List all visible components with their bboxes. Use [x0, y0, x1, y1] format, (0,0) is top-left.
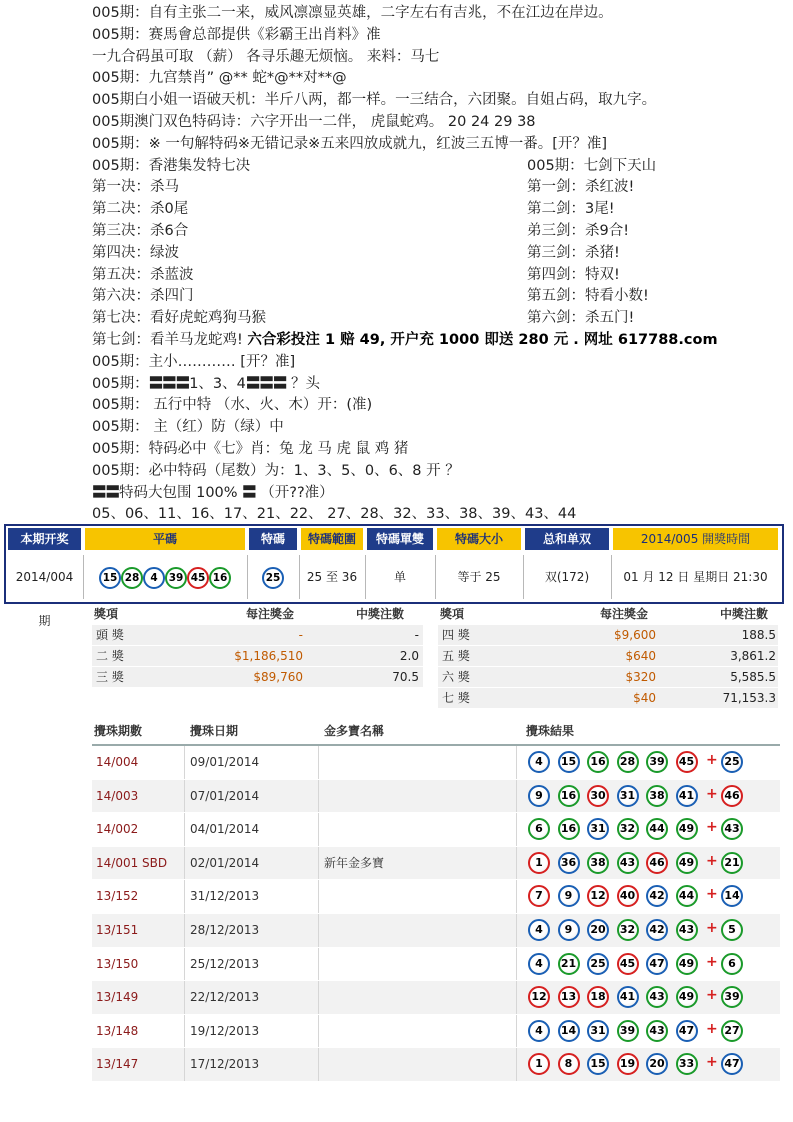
result-ball: 9: [558, 885, 580, 907]
plus-icon: +: [706, 1054, 718, 1071]
result-row[interactable]: [92, 1048, 780, 1082]
col-draw-date: 攪珠日期: [190, 724, 239, 738]
col-prize: 獎項: [94, 607, 119, 621]
draw-number-link[interactable]: 13/152: [96, 889, 139, 904]
result-ball: 18: [587, 986, 609, 1008]
header-special-size: 特碼大小: [437, 528, 521, 550]
ball: 15: [99, 567, 121, 589]
prize-table-left: [92, 603, 423, 688]
right-text: 第二剑：3尾!: [527, 201, 615, 218]
text-line: 005期：必中特码（尾数）为：1、3、5、0、6、8 开 ？: [92, 462, 460, 479]
draw-date: 09/01/2014: [190, 755, 260, 769]
plus-icon: +: [706, 987, 718, 1004]
plus-icon: +: [706, 919, 718, 936]
prize-count: 3,861.2: [730, 649, 776, 663]
left-text: 第四决：绿波: [92, 244, 179, 261]
draw-date: 07/01/2014: [190, 788, 260, 803]
result-ball: 8: [558, 1053, 580, 1075]
draw-number-link[interactable]: 14/003: [96, 788, 139, 803]
result-ball: 21: [558, 953, 580, 975]
text-line: 005期：※ 一句解特码※无错记录※五来四放成就九，红波三五博一番。[开？准]: [92, 135, 608, 152]
header-normal-numbers: 平碼: [85, 528, 245, 550]
special-result-ball: 39: [721, 986, 743, 1008]
prize-row: [438, 625, 778, 645]
draw-date: 19/12/2013: [190, 1023, 260, 1038]
text-line: 一九合码虽可取 （薪） 各寻乐趣无烦恼。 来料：马七: [92, 48, 440, 65]
prize-name: 二 獎: [96, 649, 124, 663]
result-ball: 12: [587, 885, 609, 907]
ball: 28: [121, 567, 143, 589]
plus-icon: +: [706, 752, 718, 768]
result-ball: 43: [617, 852, 639, 874]
prize-row: [438, 688, 778, 708]
prize-name: 頭 獎: [96, 628, 124, 642]
col-draw-number: 攪珠期數: [94, 724, 143, 738]
draw-period: 2014/004 期: [15, 570, 74, 628]
bar-glyphs: 〓〓: [92, 484, 119, 501]
prize-row: [92, 646, 423, 666]
prize-amount: $640: [625, 649, 656, 663]
prize-amount: $40: [633, 691, 656, 705]
result-ball: 36: [558, 852, 580, 874]
right-text: 第一剑：杀红波!: [527, 179, 635, 196]
result-ball: 33: [676, 1053, 698, 1075]
prize-count: -: [414, 628, 419, 642]
result-ball: 15: [587, 1053, 609, 1075]
text-line: 005期白小姐一语破天机：半斤八两，都一样。一三结合，六团聚。自姐占码，取九字。: [92, 92, 657, 109]
result-ball: 38: [646, 785, 668, 807]
plus-icon: +: [706, 785, 718, 802]
draw-date: 22/12/2013: [190, 990, 260, 1005]
result-ball: 4: [528, 953, 550, 975]
prize-name: 五 獎: [442, 649, 470, 663]
result-ball: 43: [646, 986, 668, 1008]
result-ball: 47: [676, 1020, 698, 1042]
prize-count: 5,585.5: [730, 670, 776, 684]
result-ball: 45: [676, 751, 698, 773]
two-col-line: [92, 177, 792, 199]
results-header: [92, 718, 780, 746]
plus-icon: +: [706, 819, 718, 836]
result-ball: 16: [558, 785, 580, 807]
header-special-range: 特碼範圍: [301, 528, 363, 550]
draw-date: 31/12/2013: [190, 889, 260, 904]
ball: 16: [209, 567, 231, 589]
draw-number-link[interactable]: 14/002: [96, 822, 139, 837]
prize-amount: $320: [625, 670, 656, 684]
forecast-text-block: [92, 3, 792, 526]
result-row[interactable]: [92, 948, 780, 982]
result-ball: 1: [528, 1053, 550, 1075]
text-line: 005期：主小………… [开？准]: [92, 353, 296, 370]
suffix-text: （开??准）: [255, 484, 334, 501]
result-row[interactable]: [92, 847, 780, 881]
result-ball: 9: [558, 919, 580, 941]
two-col-line: [92, 243, 792, 265]
two-col-line: [92, 286, 792, 308]
prize-amount: -: [298, 628, 303, 642]
snowball-name: 新年金多寶: [324, 855, 385, 870]
result-ball: 20: [587, 919, 609, 941]
special-number-cell: [247, 555, 298, 599]
prize-count: 188.5: [741, 628, 776, 642]
special-result-ball: 25: [721, 751, 743, 773]
ball: 39: [165, 567, 187, 589]
prize-name: 六 獎: [442, 670, 470, 684]
prize-count: 71,153.3: [722, 691, 776, 705]
result-ball: 16: [558, 818, 580, 840]
result-ball: 4: [528, 1020, 550, 1042]
prize-row: [438, 646, 778, 666]
special-ball: 25: [262, 567, 284, 589]
special-result-ball: 47: [721, 1053, 743, 1075]
result-ball: 4: [528, 751, 550, 773]
col-count: 中獎注數: [356, 607, 405, 621]
col-amount: 每注獎金: [600, 607, 649, 621]
special-result-ball: 5: [721, 919, 743, 941]
special-result-ball: 27: [721, 1020, 743, 1042]
normal-number-balls: [83, 555, 246, 599]
result-ball: 47: [646, 953, 668, 975]
result-ball: 6: [528, 818, 550, 840]
result-ball: 16: [587, 751, 609, 773]
special-odd-even: 单: [365, 555, 434, 599]
draw-number-link[interactable]: 13/151: [96, 922, 139, 937]
two-col-line: [92, 308, 792, 330]
result-ball: 31: [587, 1020, 609, 1042]
prize-amount: $1,186,510: [234, 649, 303, 663]
draw-date: 02/01/2014: [190, 855, 260, 870]
prize-name: 三 獎: [96, 670, 124, 684]
special-size: 等于 25: [435, 555, 522, 599]
prize-row: [92, 625, 423, 645]
result-ball: 43: [646, 1020, 668, 1042]
col-prize: 獎項: [440, 607, 465, 621]
result-ball: 49: [676, 852, 698, 874]
prize-header: [92, 603, 423, 625]
results-rows: [92, 746, 780, 1082]
result-ball: 31: [617, 785, 639, 807]
result-ball: 49: [676, 818, 698, 840]
special-result-ball: 14: [721, 885, 743, 907]
result-ball: 44: [646, 818, 668, 840]
text-line: 05、06、11、16、17、21、22、 27、28、32、33、38、39、43、44: [92, 506, 577, 523]
draw-number-link[interactable]: 14/001 SBD: [96, 855, 168, 870]
draw-date: 17/12/2013: [190, 1057, 260, 1072]
result-row[interactable]: [92, 813, 780, 847]
right-text: 第四剑：特双!: [527, 266, 620, 283]
text-line: [92, 374, 792, 396]
special-result-ball: 21: [721, 852, 743, 874]
result-ball: 14: [558, 1020, 580, 1042]
two-col-line: [92, 265, 792, 287]
plus-icon: +: [706, 1020, 718, 1037]
next-draw-time: 01 月 12 日 星期日 21:30: [611, 555, 779, 599]
prize-row: [92, 667, 423, 687]
result-row[interactable]: [92, 1015, 780, 1049]
left-text: 第六决：杀四门: [92, 288, 194, 305]
ball: 45: [187, 567, 209, 589]
result-ball: 15: [558, 751, 580, 773]
result-ball: 28: [617, 751, 639, 773]
two-col-line: [92, 221, 792, 243]
prize-name: 四 獎: [442, 628, 470, 642]
text-line: 005期： 主（红）防（绿）中: [92, 419, 284, 436]
result-ball: 45: [617, 953, 639, 975]
special-result-ball: 6: [721, 953, 743, 975]
left-text: 第五决：杀蓝波: [92, 266, 194, 283]
result-ball: 9: [528, 785, 550, 807]
draw-number-link[interactable]: 13/150: [96, 956, 139, 971]
text-line: 005期： 五行中特 （水、火、木）开：(准): [92, 397, 373, 414]
left-text: 第七决：看好虎蛇鸡狗马猴: [92, 310, 266, 327]
draw-number-link[interactable]: 13/147: [96, 1057, 139, 1072]
draw-date: 25/12/2013: [190, 956, 260, 971]
result-ball: 31: [587, 818, 609, 840]
ad-line: [92, 330, 792, 352]
col-amount: 每注獎金: [246, 607, 295, 621]
seventh-sword-text: 第七剑：看羊马龙蛇鸡!: [92, 331, 243, 348]
result-ball: 12: [528, 986, 550, 1008]
text-line: 005期：九宫禁肖” @** 蛇*@**对**@: [92, 70, 347, 87]
sum-odd-even: 双(172): [523, 555, 610, 599]
result-ball: 44: [676, 885, 698, 907]
result-ball: 1: [528, 852, 550, 874]
result-ball: 32: [617, 919, 639, 941]
col-draw-result: 攪珠結果: [526, 724, 575, 738]
header-current-draw: 本期开奖: [8, 528, 81, 550]
text-line: 005期澳门双色特码诗：六字开出一二伴， 虎鼠蛇鸡。 20 24 29 38: [92, 113, 536, 130]
right-text: 第六剑：杀五门!: [527, 310, 635, 327]
result-row[interactable]: [92, 981, 780, 1015]
two-col-line: [92, 156, 792, 178]
result-ball: 7: [528, 885, 550, 907]
prize-table-right: [438, 603, 778, 709]
result-ball: 41: [676, 785, 698, 807]
prize-count: 2.0: [399, 649, 419, 663]
result-ball: 42: [646, 885, 668, 907]
result-ball: 46: [646, 852, 668, 874]
header-special-number: 特碼: [249, 528, 297, 550]
result-ball: 39: [646, 751, 668, 773]
result-row[interactable]: [92, 914, 780, 948]
prize-count: 70.5: [392, 670, 419, 684]
plus-icon: +: [706, 852, 718, 869]
header-sum-odd-even: 总和单双: [525, 528, 609, 550]
result-ball: 40: [617, 885, 639, 907]
right-text: 005期：七剑下天山: [527, 157, 657, 174]
plus-icon: +: [706, 953, 718, 970]
result-row[interactable]: [92, 880, 780, 914]
ad-text[interactable]: 六合彩投注 1 赔 49, 开户充 1000 即送 280 元 . 网址 617788.com: [247, 331, 718, 348]
result-ball: 32: [617, 818, 639, 840]
left-text: 第三决：杀6合: [92, 222, 189, 239]
result-ball: 39: [617, 1020, 639, 1042]
plus-icon: +: [706, 886, 718, 903]
right-text: 第三剑：杀猪!: [527, 244, 620, 261]
col-snowball-name: 金多寶名稱: [324, 724, 385, 738]
result-ball: 43: [676, 919, 698, 941]
special-range: 25 至 36: [299, 555, 364, 599]
bar-glyphs: 〓: [242, 484, 256, 501]
left-text: 第一决：杀马: [92, 179, 179, 196]
result-row[interactable]: [92, 746, 780, 780]
result-ball: 13: [558, 986, 580, 1008]
result-ball: 19: [617, 1053, 639, 1075]
draw-number-link[interactable]: 13/148: [96, 1023, 139, 1038]
right-text: 弟三剑：杀9合!: [527, 222, 630, 239]
left-text: 第二决：杀0尾: [92, 201, 189, 218]
header-next-draw-time: 2014/005 開獎時間: [613, 528, 778, 550]
prize-row: [438, 667, 778, 687]
special-result-ball: 43: [721, 818, 743, 840]
suffix-text: ？头: [286, 375, 320, 392]
text-line: 005期：赛馬會总部提供《彩霸王出肖料》准: [92, 26, 381, 43]
draw-number-link[interactable]: 14/004: [96, 755, 139, 769]
col-count: 中獎注數: [720, 607, 769, 621]
text-line: 005期：特码必中《七》肖：兔 龙 马 虎 鼠 鸡 猪: [92, 440, 409, 457]
result-ball: 25: [587, 953, 609, 975]
result-ball: 38: [587, 852, 609, 874]
result-ball: 41: [617, 986, 639, 1008]
prize-amount: $9,600: [614, 628, 656, 642]
result-ball: 20: [646, 1053, 668, 1075]
two-col-line: [92, 199, 792, 221]
result-ball: 30: [587, 785, 609, 807]
draw-number-link[interactable]: 13/149: [96, 990, 139, 1005]
result-ball: 49: [676, 986, 698, 1008]
result-ball: 49: [676, 953, 698, 975]
middle-text: 1、3、4: [189, 375, 246, 392]
left-text: 005期：香港集发特七决: [92, 157, 251, 174]
draw-date: 04/01/2014: [190, 822, 260, 837]
text-line: [92, 483, 792, 505]
text-line: 005期：自有主张二一来，威风凛凛显英雄，二字左右有吉兆，不在江边在岸边。: [92, 5, 613, 21]
bar-glyphs: 〓〓〓: [148, 375, 190, 392]
special-result-ball: 46: [721, 785, 743, 807]
prefix-text: 005期：: [92, 375, 149, 392]
prize-name: 七 獎: [442, 691, 470, 705]
bar-glyphs: 〓〓〓: [245, 375, 287, 392]
prize-header: [438, 603, 778, 625]
ball: 4: [143, 567, 165, 589]
draw-date: 28/12/2013: [190, 922, 260, 937]
middle-text: 特码大包围 100%: [119, 484, 243, 501]
result-row[interactable]: [92, 780, 780, 814]
result-ball: 42: [646, 919, 668, 941]
prize-amount: $89,760: [253, 670, 303, 684]
result-ball: 4: [528, 919, 550, 941]
right-text: 第五剑：特看小数!: [527, 288, 649, 305]
header-special-odd-even: 特碼單雙: [367, 528, 433, 550]
results-table: [92, 718, 780, 1082]
